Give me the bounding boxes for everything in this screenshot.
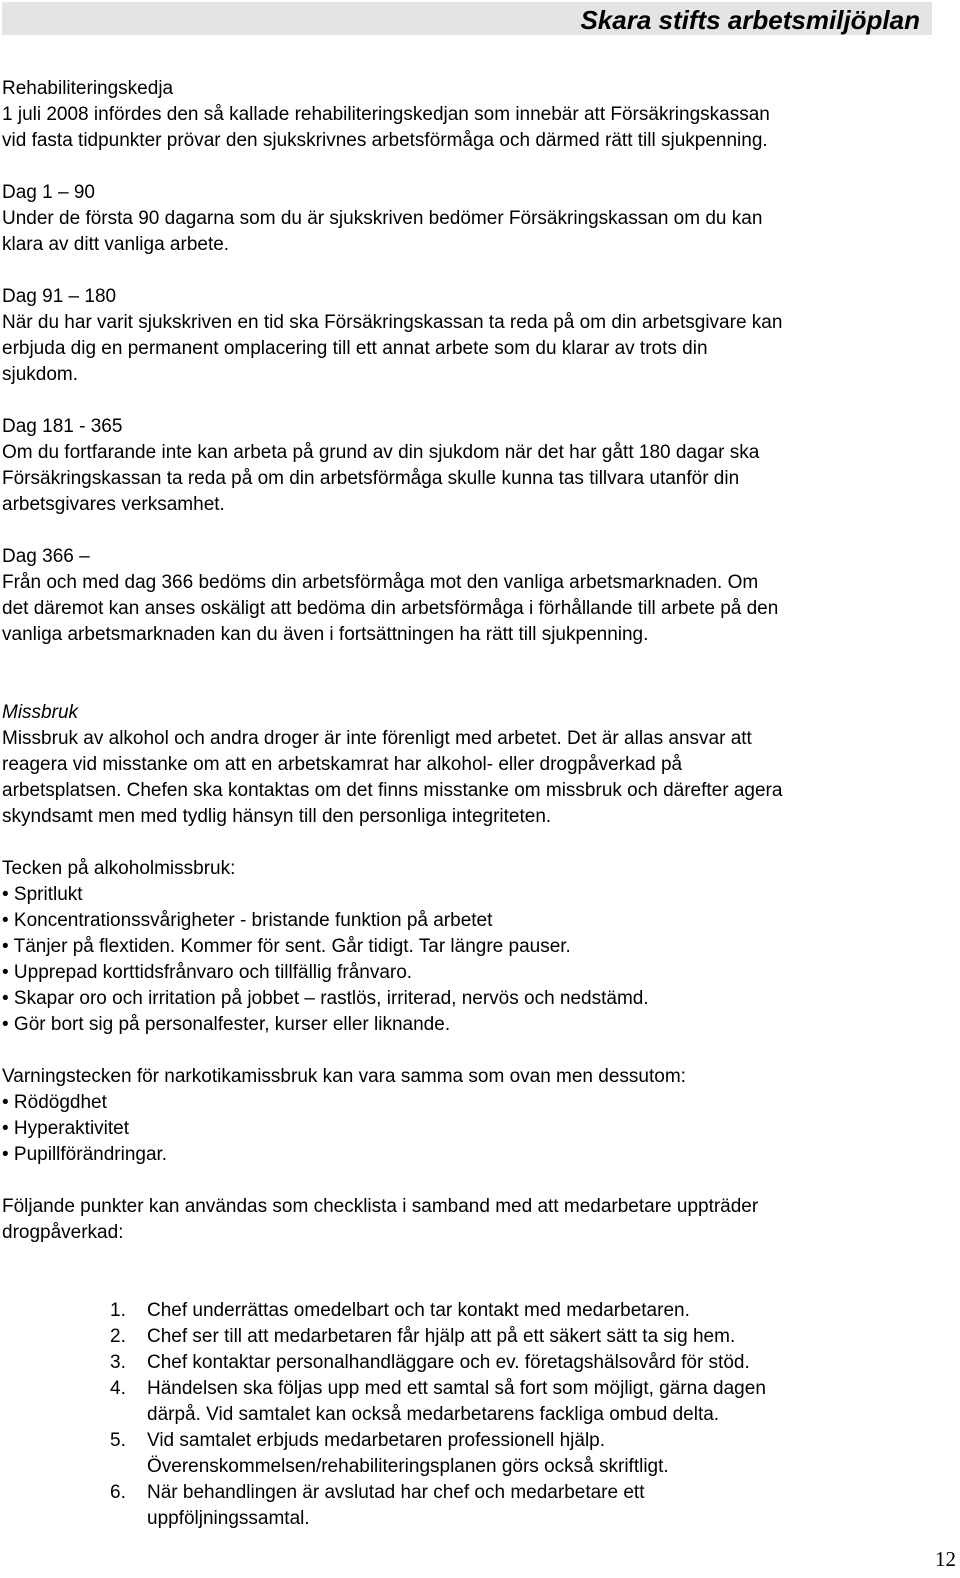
text-line: Om du fortfarande inte kan arbeta på grund av din sjukdom när det har gått 180 dagar ska [2,442,760,463]
list-item [2,1350,932,1376]
bullet-item: • Skapar oro och irritation på jobbet – rastlös, irriterad, nervös och nedstämd. [2,988,649,1009]
page-number: 12 [935,1547,956,1571]
item-text: När behandlingen är avslutad har chef och medarbetare ett [147,1482,645,1503]
numbered-list [2,1298,932,1532]
text-line: reagera vid misstanke om att en arbetskamrat har alkohol- eller drogpåverkad på [2,754,683,775]
list-item [2,1480,932,1532]
list-item [2,1428,932,1480]
bullet-item: • Upprepad korttidsfrånvaro och tillfällig frånvaro. [2,962,413,983]
text-line: arbetsplatsen. Chefen ska kontaktas om det finns misstanke om missbruk och därefter agera [2,780,783,801]
document-body [2,76,932,1532]
text-line: klara av ditt vanliga arbete. [2,234,230,255]
text-line: Följande punkter kan användas som checklista i samband med att medarbetare uppträder [2,1196,759,1217]
section-heading: Dag 366 – [2,546,90,567]
header-bar [2,2,932,35]
text-line: det däremot kan anses oskäligt att bedöma din arbetsförmåga i förhållande till arbete på den [2,598,779,619]
bullet-item: • Tänjer på flextiden. Kommer för sent. Går tidigt. Tar längre pauser. [2,936,571,957]
document-title: Skara stifts arbetsmiljöplan [580,5,920,35]
list-item [2,1324,932,1350]
section-heading: Dag 181 - 365 [2,416,123,437]
section-dag-181-365 [2,414,932,518]
section-checklista [2,1194,932,1532]
bullet-item: • Koncentrationssvårigheter - bristande funktion på arbetet [2,910,493,931]
bullet-item: • Gör bort sig på personalfester, kurser eller liknande. [2,1014,451,1035]
item-text: Chef underrättas omedelbart och tar kontakt med medarbetaren. [147,1300,690,1321]
text-line: erbjuda dig en permanent omplacering till ett annat arbete som du klarar av trots din [2,338,708,359]
text-line: skyndsamt men med tydlig hänsyn till den personliga integriteten. [2,806,552,827]
item-text: Chef ser till att medarbetaren får hjälp att på ett säkert sätt ta sig hem. [147,1326,736,1347]
section-dag-1-90 [2,180,932,258]
list-item [2,1298,932,1324]
bullet-item: • Spritlukt [2,884,83,905]
list-item [2,1376,932,1428]
section-heading: Dag 1 – 90 [2,182,95,203]
item-number: 3. [110,1352,126,1373]
section-alkoholmissbruk [2,856,932,1038]
section-dag-91-180 [2,284,932,388]
text-line: vanliga arbetsmarknaden kan du även i fortsättningen ha rätt till sjukpenning. [2,624,649,645]
section-heading: Missbruk [2,702,79,723]
text-line: arbetsgivares verksamhet. [2,494,225,515]
item-text: Chef kontaktar personalhandläggare och ev. företagshälsovård för stöd. [147,1352,750,1373]
list-heading: Varningstecken för narkotikamissbruk kan vara samma som ovan men dessutom: [2,1066,686,1087]
section-narkotikamissbruk [2,1064,932,1168]
item-text: Händelsen ska följas upp med ett samtal så fort som möjligt, gärna dagen [147,1378,766,1399]
bullet-item: • Hyperaktivitet [2,1118,130,1139]
item-text: uppföljningssamtal. [147,1508,310,1529]
section-heading: Rehabiliteringskedja [2,78,174,99]
section-missbruk [2,700,932,830]
list-heading: Tecken på alkoholmissbruk: [2,858,236,879]
item-number: 4. [110,1378,126,1399]
text-line: 1 juli 2008 infördes den så kallade rehabiliteringskedjan som innebär att Försäkringskassan [2,104,770,125]
text-line: Missbruk av alkohol och andra droger är inte förenligt med arbetet. Det är allas ansvar att [2,728,752,749]
text-line: sjukdom. [2,364,79,385]
bullet-item: • Pupillförändringar. [2,1144,168,1165]
item-number: 1. [110,1300,126,1321]
section-rehabiliteringskedja [2,76,932,154]
bullet-item: • Rödögdhet [2,1092,107,1113]
text-line: När du har varit sjukskriven en tid ska Försäkringskassan ta reda på om din arbetsgivare kan [2,312,783,333]
item-number: 6. [110,1482,126,1503]
text-line: Under de första 90 dagarna som du är sjukskriven bedömer Försäkringskassan om du kan [2,208,763,229]
text-line: Försäkringskassan ta reda på om din arbetsförmåga skulle kunna tas tillvara utanför din [2,468,740,489]
item-text: Vid samtalet erbjuds medarbetaren professionell hjälp. [147,1430,606,1451]
text-line: vid fasta tidpunkter prövar den sjukskrivnes arbetsförmåga och därmed rätt till sjukpenning. [2,130,768,151]
item-text: därpå. Vid samtalet kan också medarbetarens fackliga ombud delta. [147,1404,720,1425]
item-number: 2. [110,1326,126,1347]
section-dag-366 [2,544,932,648]
text-line: Från och med dag 366 bedöms din arbetsförmåga mot den vanliga arbetsmarknaden. Om [2,572,759,593]
item-text: Överenskommelsen/rehabiliteringsplanen görs också skriftligt. [147,1456,669,1477]
section-heading: Dag 91 – 180 [2,286,117,307]
item-number: 5. [110,1430,126,1451]
text-line: drogpåverkad: [2,1222,124,1243]
